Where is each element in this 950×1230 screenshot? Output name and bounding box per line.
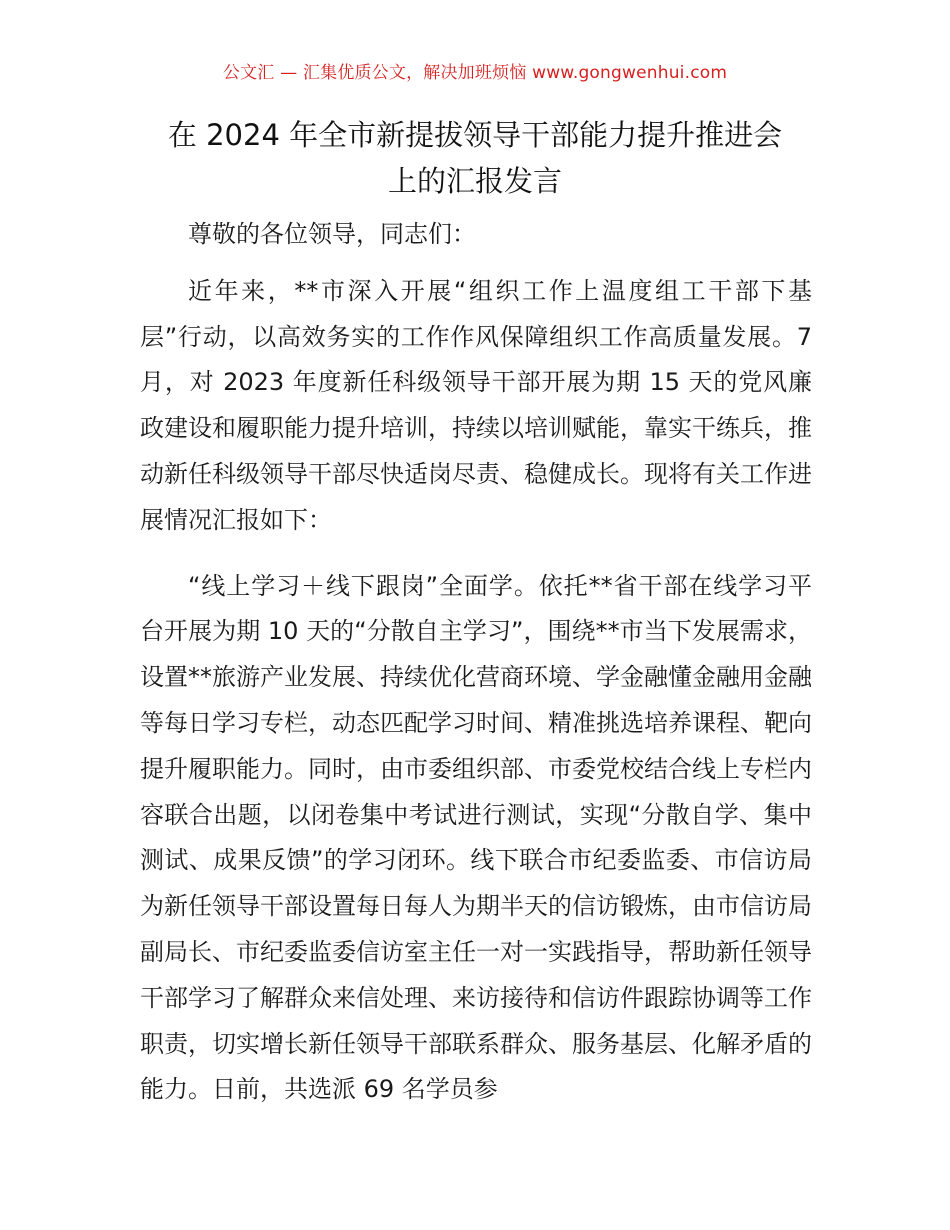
body-paragraph-2: “线上学习＋线下跟岗”全面学。依托**省干部在线学习平台开展为期 10 天的“分散自主学习”，围绕**市当下发展需求，设置**旅游产业发展、持续优化营商环境、学金融懂金融用金融等每日学习专栏，动态匹配学习时间、精准挑选培养课程、靶向提升履职能力。同时，由市委组织部、市委党校结合线上专栏内容联合出题，以闭卷集中考试进行测试，实现“分散自学、集中测试、成果反馈”的学习闭环。线下联合市纪委监委、市信访局为新任领导干部设置每日每人为期半天的信访锻炼，由市信访局副局长、市纪委监委信访室主任一对一实践指导，帮助新任领导干部学习了解群众来信处理、来访接待和信访件跟踪协调等工作职责，切实增长新任领导干部联系群众、服务基层、化解矛盾的能力。日前，共选派 69 名学员参 — [140, 571, 812, 1104]
body-paragraph-1: 近年来，**市深入开展“组织工作上温度组工干部下基层”行动，以高效务实的工作作风保障组织工作高质量发展。7 月，对 2023 年度新任科级领导干部开展为期 15 天的党风廉政建设和履职能力提升培训，持续以培训赋能，靠实干练兵，推动新任科级领导干部尽快适岗尽责、稳健成长。现将有关工作进展情况汇报如下： — [140, 276, 812, 534]
document-title — [140, 112, 810, 204]
document-title-line-2: 上的汇报发言 — [387, 164, 562, 198]
salutation: 尊敬的各位领导，同志们： — [188, 220, 476, 248]
header-banner: 公文汇 — 汇集优质公文，解决加班烦恼 www.gongwenhui.com — [222, 63, 728, 83]
document-body — [140, 212, 812, 1133]
document-title-line-1: 在 2024 年全市新提拔领导干部能力提升推进会 — [167, 118, 783, 152]
